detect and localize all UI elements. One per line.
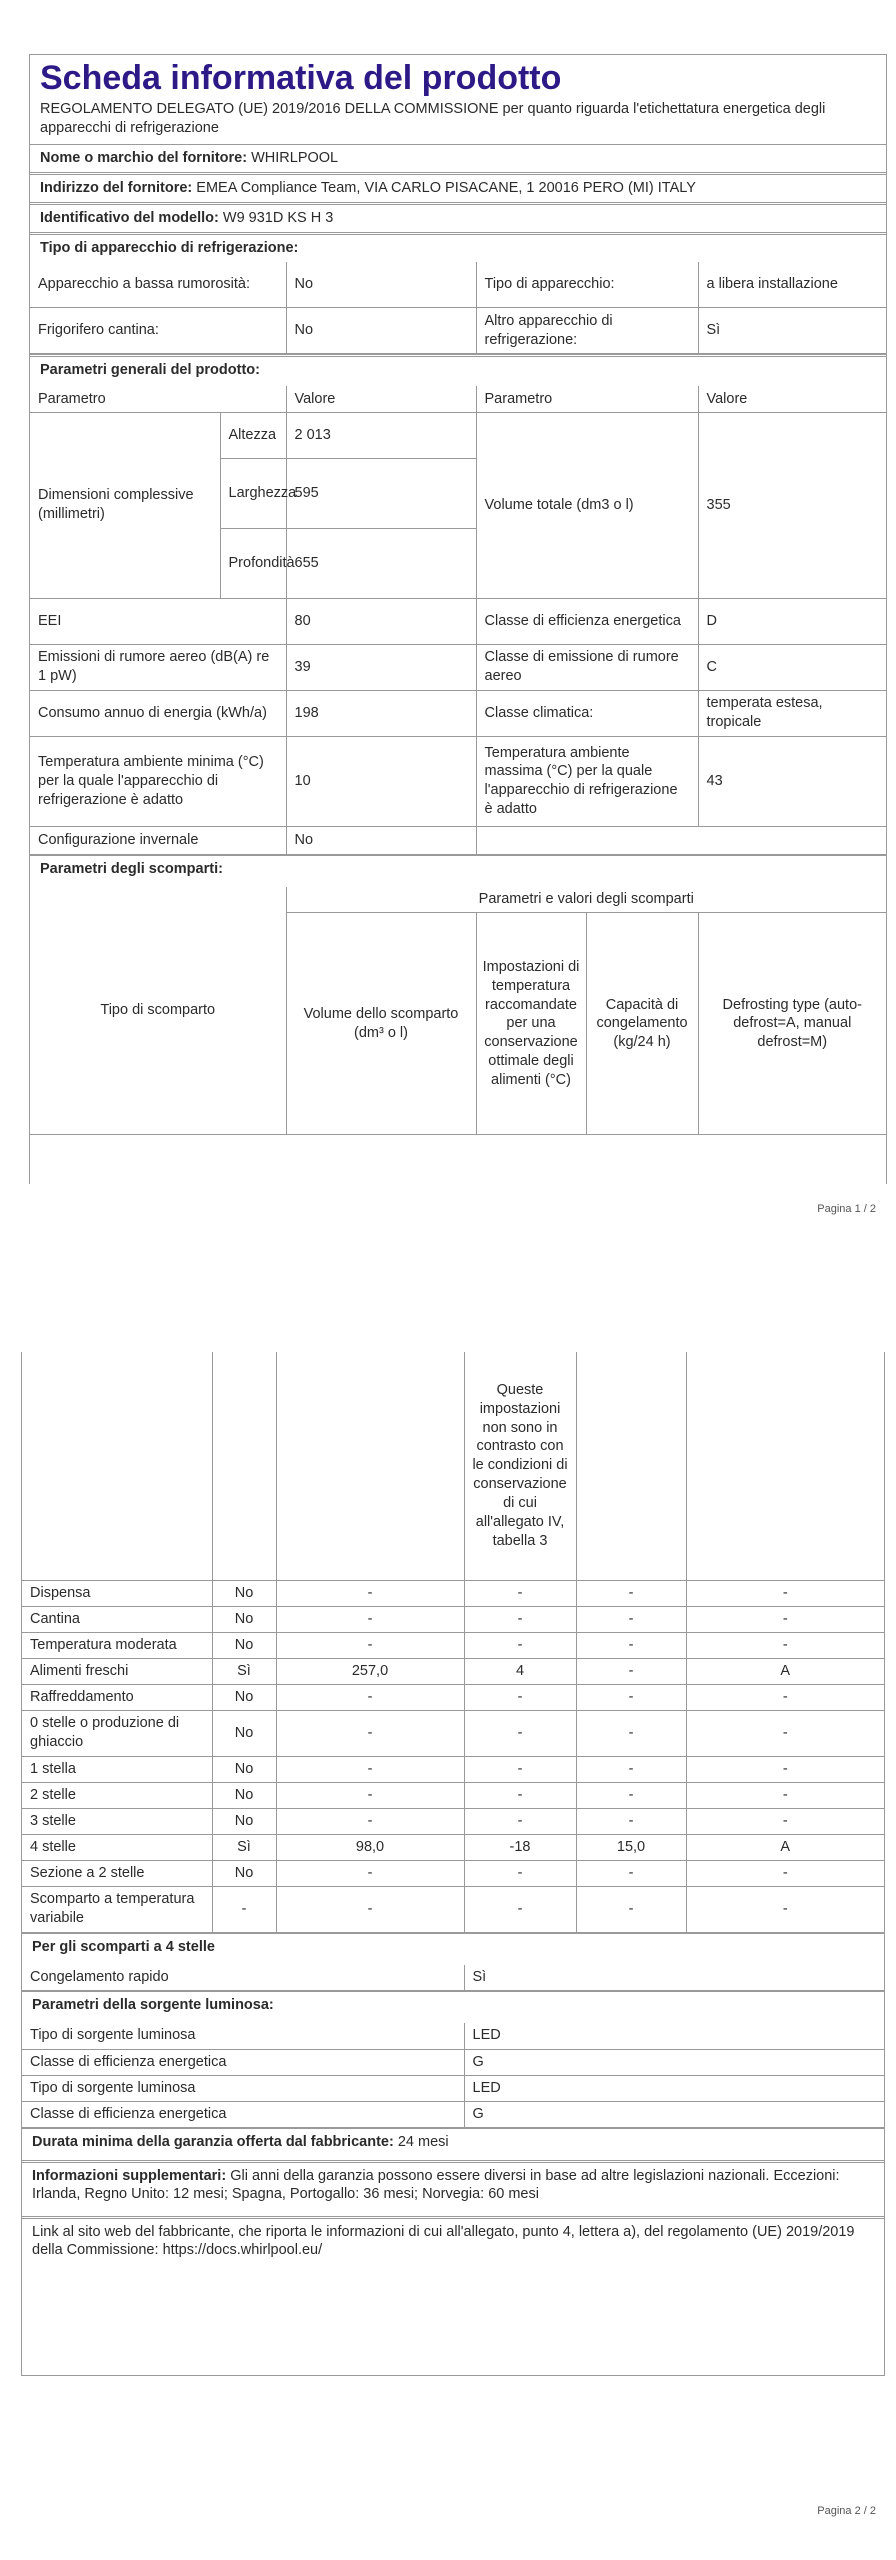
regulation-text: REGOLAMENTO DELEGATO (UE) 2019/2016 DELLA COMMISSIONE per quanto riguarda l'etichettatura energetica degli apparecchi di refrigerazione: [40, 101, 826, 136]
width-value: 595: [286, 458, 476, 528]
compartment-name: Scomparto a temperatura variabile: [22, 1886, 212, 1932]
compartment-row: [22, 1606, 884, 1632]
compartment-name: Temperatura moderata: [22, 1632, 212, 1658]
appliance-type-row: [30, 308, 886, 354]
model-id-row: [30, 202, 886, 232]
compartment-group-header: Parametri e valori degli scomparti: [286, 887, 886, 913]
compartment-note-row: [22, 1352, 884, 1580]
compartment-name: Alimenti freschi: [22, 1658, 212, 1684]
compartment-present: No: [212, 1756, 276, 1782]
compartment-present: No: [212, 1710, 276, 1756]
empty-cell: [22, 1352, 212, 1580]
wine-cooler-value: No: [286, 308, 476, 354]
compartment-row: [22, 1632, 884, 1658]
compartment-volume: -: [276, 1606, 464, 1632]
volume-header: Volume dello scomparto (dm³ o l): [286, 913, 476, 1135]
supplier-name-row: [30, 144, 886, 172]
fast-freeze-label: Congelamento rapido: [22, 1965, 464, 1991]
compartment-defrost-type: -: [686, 1756, 884, 1782]
annual-consumption-label: Consumo annuo di energia (kWh/a): [30, 690, 286, 736]
supplier-name-value: WHIRLPOOL: [251, 149, 339, 166]
compartment-present: No: [212, 1632, 276, 1658]
compartment-volume: -: [276, 1782, 464, 1808]
compartment-defrost-type: -: [686, 1782, 884, 1808]
winter-config-value: No: [286, 826, 476, 854]
warranty-label: Durata minima della garanzia offerta dal fabbricante:: [32, 2133, 394, 2150]
compartment-freezing-capacity: -: [576, 1684, 686, 1710]
compartment-freezing-capacity: -: [576, 1808, 686, 1834]
compartment-present: No: [212, 1606, 276, 1632]
compartment-defrost-type: -: [686, 1632, 884, 1658]
manufacturer-link-row: [22, 2216, 884, 2274]
light-type-value: LED: [464, 2023, 884, 2049]
compartment-row: [22, 1658, 884, 1684]
compartment-present: No: [212, 1684, 276, 1710]
model-id-value: W9 931D KS H 3: [222, 209, 334, 226]
energy-class-label: Classe di efficienza energetica: [476, 598, 698, 644]
page-1: [0, 0, 896, 1240]
compartment-type-header: Tipo di scomparto: [30, 887, 286, 1135]
warranty-row: [22, 2128, 884, 2160]
compartment-volume: -: [276, 1632, 464, 1658]
compartment-defrost-type: -: [686, 1860, 884, 1886]
winter-config-label: Configurazione invernale: [30, 826, 286, 854]
eei-label: EEI: [30, 598, 286, 644]
dimension-row: [30, 412, 886, 458]
compartment-freezing-capacity: -: [576, 1658, 686, 1684]
compartment-freezing-capacity: -: [576, 1632, 686, 1658]
compartment-freezing-capacity: 15,0: [576, 1834, 686, 1860]
appliance-type-row: [30, 262, 886, 308]
param-header: Parametro: [30, 386, 286, 412]
compartment-temperature: 4: [464, 1658, 576, 1684]
compartment-freezing-capacity: -: [576, 1782, 686, 1808]
compartment-freezing-capacity: -: [576, 1756, 686, 1782]
defrosting-type-header: Defrosting type (auto-defrost=A, manual defrost=M): [698, 913, 886, 1135]
general-params-heading: Parametri generali del prodotto:: [30, 354, 886, 386]
compartment-table: [22, 1352, 884, 1933]
compartment-defrost-type: -: [686, 1886, 884, 1932]
compartment-row: [22, 1860, 884, 1886]
compartment-volume: -: [276, 1886, 464, 1932]
compartment-temperature: -: [464, 1808, 576, 1834]
compartment-row: [22, 1834, 884, 1860]
compartment-name: Sezione a 2 stelle: [22, 1860, 212, 1886]
compartment-row: [22, 1684, 884, 1710]
dimensions-label: Dimensioni complessive (millimetri): [30, 412, 220, 598]
page-number: Pagina 1 / 2: [817, 1203, 876, 1215]
other-appliance-value: Sì: [698, 308, 886, 354]
light-class-label: Classe di efficienza energetica: [22, 2049, 464, 2075]
energy-class-value: D: [698, 598, 886, 644]
compartment-volume: 98,0: [276, 1834, 464, 1860]
page-2: [0, 1240, 896, 2560]
compartment-volume: 257,0: [276, 1658, 464, 1684]
depth-label: Profondità: [220, 528, 286, 598]
compartment-defrost-type: A: [686, 1834, 884, 1860]
compartment-volume: -: [276, 1710, 464, 1756]
appliance-kind-value: a libera installazione: [698, 262, 886, 308]
page-title: Scheda informativa del prodotto: [40, 59, 562, 97]
min-temp-value: 10: [286, 736, 476, 826]
light-type-label: Tipo di sorgente luminosa: [22, 2075, 464, 2101]
light-source-row: [22, 2101, 884, 2127]
light-class-value: G: [464, 2101, 884, 2127]
manufacturer-url[interactable]: https://docs.whirlpool.eu/: [162, 2242, 323, 2259]
compartment-temperature: -: [464, 1684, 576, 1710]
four-star-table: [22, 1965, 884, 1992]
warranty-value: 24 mesi: [397, 2133, 449, 2150]
supplier-address-label: Indirizzo del fornitore:: [40, 179, 193, 196]
light-source-table: [22, 2023, 884, 2128]
compartment-name: 0 stelle o produzione di ghiaccio: [22, 1710, 212, 1756]
temperature-note: Queste impostazioni non sono in contrasto con le condizioni di conservazione di cui all'allegato IV, tabella 3: [464, 1352, 576, 1580]
empty-cell: [212, 1352, 276, 1580]
compartment-freezing-capacity: -: [576, 1886, 686, 1932]
noise-emission-value: 39: [286, 644, 476, 690]
compartment-temperature: -: [464, 1782, 576, 1808]
freezing-capacity-header: Capacità di congelamento (kg/24 h): [586, 913, 698, 1135]
min-temp-label: Temperatura ambiente minima (°C) per la quale l'apparecchio di refrigerazione è adatto: [30, 736, 286, 826]
width-label: Larghezza: [220, 458, 286, 528]
compartment-freezing-capacity: -: [576, 1606, 686, 1632]
compartment-group-header-row: [30, 887, 886, 913]
light-class-value: G: [464, 2049, 884, 2075]
four-star-heading: Per gli scomparti a 4 stelle: [22, 1933, 884, 1965]
general-param-row: [30, 644, 886, 690]
compartment-defrost-type: -: [686, 1710, 884, 1756]
compartment-temperature: -: [464, 1860, 576, 1886]
supplier-name-label: Nome o marchio del fornitore:: [40, 149, 248, 166]
compartment-volume: -: [276, 1580, 464, 1606]
light-type-value: LED: [464, 2075, 884, 2101]
eei-value: 80: [286, 598, 476, 644]
appliance-kind-label: Tipo di apparecchio:: [476, 262, 698, 308]
compartment-name: 4 stelle: [22, 1834, 212, 1860]
light-source-row: [22, 2049, 884, 2075]
compartment-name: Cantina: [22, 1606, 212, 1632]
depth-value: 655: [286, 528, 476, 598]
empty-cell: [686, 1352, 884, 1580]
wine-cooler-label: Frigorifero cantina:: [30, 308, 286, 354]
compartment-row: [22, 1886, 884, 1932]
light-type-label: Tipo di sorgente luminosa: [22, 2023, 464, 2049]
compartment-name: 2 stelle: [22, 1782, 212, 1808]
height-value: 2 013: [286, 412, 476, 458]
appliance-type-table: [30, 262, 886, 355]
compartment-name: 1 stella: [22, 1756, 212, 1782]
compartment-volume: -: [276, 1684, 464, 1710]
compartment-temperature: -: [464, 1580, 576, 1606]
total-volume-value: 355: [698, 412, 886, 598]
compartment-freezing-capacity: -: [576, 1710, 686, 1756]
supplementary-value: Gli anni della garanzia possono essere diversi in base ad altre legislazioni nazionali. Eccezioni: Irlanda, Regno Unito: 12 mesi; Spagna, Portogallo: 36 mesi; Norvegia: 60 mesi: [32, 2167, 840, 2203]
winter-row: [30, 826, 886, 854]
param-header: Parametro: [476, 386, 698, 412]
compartment-defrost-type: A: [686, 1658, 884, 1684]
compartment-name: 3 stelle: [22, 1808, 212, 1834]
compartment-row: [22, 1580, 884, 1606]
compartment-name: Dispensa: [22, 1580, 212, 1606]
noise-emission-label: Emissioni di rumore aereo (dB(A) re 1 pW): [30, 644, 286, 690]
empty-cell: [576, 1352, 686, 1580]
general-params-header: [30, 386, 886, 412]
appliance-type-heading: Tipo di apparecchio di refrigerazione:: [30, 232, 886, 262]
compartment-defrost-type: -: [686, 1580, 884, 1606]
model-id-label: Identificativo del modello:: [40, 209, 219, 226]
value-header: Valore: [698, 386, 886, 412]
climate-class-label: Classe climatica:: [476, 690, 698, 736]
compartment-volume: -: [276, 1756, 464, 1782]
compartment-present: No: [212, 1782, 276, 1808]
climate-class-value: temperata estesa, tropicale: [698, 690, 886, 736]
max-temp-label: Temperatura ambiente massima (°C) per la quale l'apparecchio di refrigerazione è adatto: [476, 736, 698, 826]
other-appliance-label: Altro apparecchio di refrigerazione:: [476, 308, 698, 354]
light-class-label: Classe di efficienza energetica: [22, 2101, 464, 2127]
compartment-params-heading: Parametri degli scomparti:: [30, 855, 886, 887]
supplementary-label: Informazioni supplementari:: [32, 2167, 227, 2184]
compartment-row: [22, 1756, 884, 1782]
height-label: Altezza: [220, 412, 286, 458]
compartment-temperature: -: [464, 1606, 576, 1632]
compartment-freezing-capacity: -: [576, 1860, 686, 1886]
supplier-address-value: EMEA Compliance Team, VIA CARLO PISACANE, 1 20016 PERO (MI) ITALY: [196, 179, 696, 196]
compartment-row: [22, 1710, 884, 1756]
fast-freeze-row: [22, 1965, 884, 1991]
max-temp-value: 43: [698, 736, 886, 826]
supplier-address-row: [30, 172, 886, 202]
light-source-row: [22, 2075, 884, 2101]
compartment-header-table: [30, 887, 886, 1136]
light-source-row: [22, 2023, 884, 2049]
compartment-temperature: -: [464, 1632, 576, 1658]
compartment-row: [22, 1808, 884, 1834]
light-source-heading: Parametri della sorgente luminosa:: [22, 1991, 884, 2023]
noise-class-label: Classe di emissione di rumore aereo: [476, 644, 698, 690]
low-noise-label: Apparecchio a bassa rumorosità:: [30, 262, 286, 308]
compartment-temperature: -: [464, 1710, 576, 1756]
compartment-defrost-type: -: [686, 1606, 884, 1632]
compartment-defrost-type: -: [686, 1684, 884, 1710]
empty-cell: [476, 826, 886, 854]
compartment-temperature: -18: [464, 1834, 576, 1860]
compartment-volume: -: [276, 1808, 464, 1834]
link-text: Link al sito web del fabbricante, che riporta le informazioni di cui all'allegato, punto 4, lettera a), del regolamento (UE) 2019/2019 della Commissione:: [32, 2223, 855, 2259]
general-param-row: [30, 598, 886, 644]
general-param-row: [30, 736, 886, 826]
compartment-name: Raffreddamento: [22, 1684, 212, 1710]
compartment-present: No: [212, 1808, 276, 1834]
product-sheet-page-1: [29, 54, 887, 1184]
compartment-defrost-type: -: [686, 1808, 884, 1834]
compartment-freezing-capacity: -: [576, 1580, 686, 1606]
low-noise-value: No: [286, 262, 476, 308]
supplementary-info-row: [22, 2160, 884, 2216]
fast-freeze-value: Sì: [464, 1965, 884, 1991]
compartment-volume: -: [276, 1860, 464, 1886]
compartment-present: Sì: [212, 1658, 276, 1684]
empty-cell: [276, 1352, 464, 1580]
product-sheet-page-2: [21, 1352, 885, 2376]
compartment-row: [22, 1782, 884, 1808]
compartment-temperature: -: [464, 1886, 576, 1932]
noise-class-value: C: [698, 644, 886, 690]
annual-consumption-value: 198: [286, 690, 476, 736]
temperature-header: Impostazioni di temperatura raccomandate per una conservazione ottimale degli alimenti (°C): [476, 913, 586, 1135]
compartment-temperature: -: [464, 1756, 576, 1782]
compartment-present: No: [212, 1580, 276, 1606]
general-param-row: [30, 690, 886, 736]
total-volume-label: Volume totale (dm3 o l): [476, 412, 698, 598]
page-number: Pagina 2 / 2: [817, 2505, 876, 2517]
general-params-table: [30, 386, 886, 855]
compartment-present: -: [212, 1886, 276, 1932]
value-header: Valore: [286, 386, 476, 412]
compartment-present: Sì: [212, 1834, 276, 1860]
compartment-present: No: [212, 1860, 276, 1886]
